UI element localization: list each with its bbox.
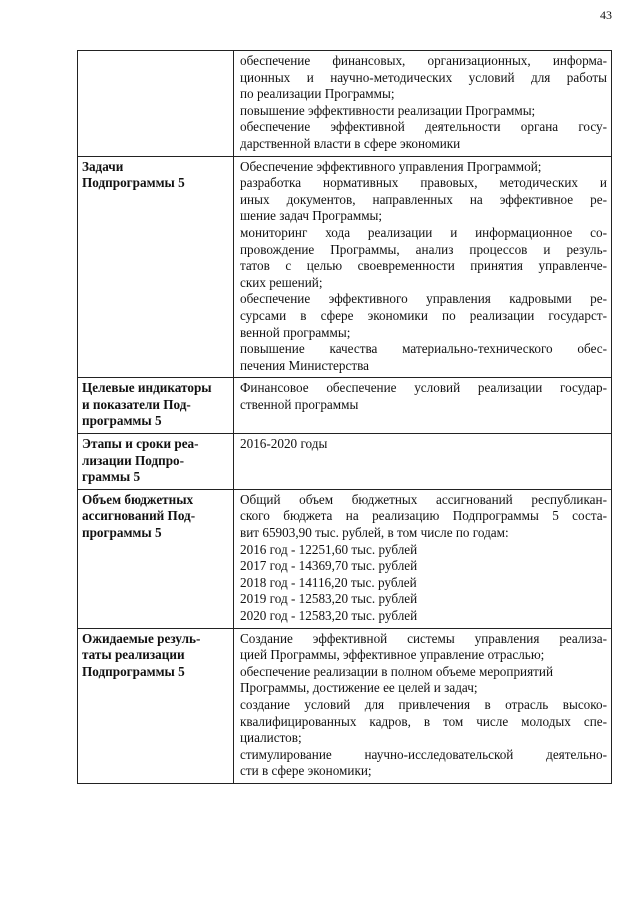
row-value-line: 2019 год - 12583,20 тыс. рублей bbox=[240, 591, 418, 607]
row-value-line: дарственной власти в сфере экономики bbox=[240, 135, 461, 151]
row-value-line: печения Министерства bbox=[240, 357, 370, 373]
row-label-line: таты реализации bbox=[82, 647, 185, 663]
row-goals-continued bbox=[78, 51, 612, 157]
row-value-line: 2018 год - 14116,20 тыс. рублей bbox=[240, 574, 417, 590]
row-value-line: 2016 год - 12251,60 тыс. рублей bbox=[240, 541, 418, 557]
row-label-line: Задачи bbox=[82, 158, 124, 174]
row-value-line: обеспечение эффективного управления кадровыми ре- bbox=[240, 291, 607, 307]
subprogram-passport-table bbox=[77, 50, 612, 784]
row-value-line: ского бюджета на реализацию Подпрограммы 5 соста- bbox=[240, 508, 607, 524]
row-value-line: обеспечение реализации в полном объеме мероприятий bbox=[240, 663, 554, 679]
row-value-line: Программы, достижение ее целей и задач; bbox=[240, 680, 478, 696]
row-label-line: Подпрограммы 5 bbox=[82, 663, 185, 679]
row-value-line: венной программы; bbox=[240, 324, 351, 340]
row-label-line: Подпрограммы 5 bbox=[82, 175, 185, 191]
row-value-line: 2017 год - 14369,70 тыс. рублей bbox=[240, 558, 418, 574]
row-value-line: циалистов; bbox=[240, 730, 302, 746]
row-value-line: 2020 год - 12583,20 тыс. рублей bbox=[240, 608, 418, 623]
row-value-line: Общий объем бюджетных ассигнований республикан- bbox=[240, 491, 607, 507]
row-value-cell bbox=[234, 156, 612, 378]
row-value-line: обеспечение финансовых, организационных, информа- bbox=[240, 53, 607, 68]
row-expected-results bbox=[78, 628, 612, 783]
row-value-line: шение задач Программы; bbox=[240, 208, 383, 224]
row-label-cell bbox=[78, 628, 234, 783]
row-target-indicators bbox=[78, 378, 612, 434]
row-label-cell bbox=[78, 378, 234, 434]
row-value-line: иных документов, направленных на эффективное ре- bbox=[240, 191, 607, 207]
row-budget-volume bbox=[78, 489, 612, 628]
row-value-line: сурсами в сфере экономики по реализации государст- bbox=[240, 307, 607, 323]
row-value-line: обеспечение эффективной деятельности органа госу- bbox=[240, 119, 607, 135]
row-label-cell bbox=[78, 51, 234, 157]
row-label-cell bbox=[78, 489, 234, 628]
row-value-line: Создание эффективной системы управления реализа- bbox=[240, 630, 607, 646]
row-value-line: мониторинг хода реализации и информационное со- bbox=[240, 224, 607, 240]
row-label-line: ассигнований Под- bbox=[82, 508, 196, 524]
row-value-cell bbox=[234, 378, 612, 434]
row-value-line: сти в сфере экономики; bbox=[240, 763, 372, 779]
row-stages-and-terms bbox=[78, 434, 612, 490]
row-value-cell bbox=[234, 489, 612, 628]
row-value-line: ственной программы bbox=[240, 396, 359, 412]
row-value-line: татов с целью своевременности принятия управленче- bbox=[240, 258, 607, 274]
page-number: 43 bbox=[600, 8, 612, 22]
row-value-line: вит 65903,90 тыс. рублей, в том числе по годам: bbox=[240, 525, 509, 541]
row-label-line: программы 5 bbox=[82, 525, 162, 541]
row-tasks bbox=[78, 156, 612, 378]
row-value-line: ских решений; bbox=[240, 274, 323, 290]
row-value-line: ционных и научно-методических условий для работы bbox=[240, 69, 607, 85]
row-label-cell bbox=[78, 434, 234, 490]
row-value-line: квалифицированных кадров, в том числе молодых спе- bbox=[240, 713, 607, 729]
row-label-line: Объем бюджетных bbox=[82, 491, 194, 507]
row-label-cell bbox=[78, 156, 234, 378]
row-value-cell bbox=[234, 434, 612, 490]
row-label-line: и показатели Под- bbox=[82, 396, 191, 412]
row-label-line: Этапы и сроки реа- bbox=[82, 436, 199, 452]
row-value-line: разработка нормативных правовых, методических и bbox=[240, 175, 607, 191]
row-value-line: цией Программы, эффективное управление отраслью; bbox=[240, 647, 545, 663]
row-value-cell bbox=[234, 51, 612, 157]
row-label-line: Целевые индикаторы bbox=[82, 380, 212, 396]
row-label-line: Ожидаемые резуль- bbox=[82, 630, 201, 646]
row-label-line: программы 5 bbox=[82, 413, 162, 429]
row-value-line: стимулирование научно-исследовательской деятельно- bbox=[240, 746, 607, 762]
row-value-line: создание условий для привлечения в отрасль высоко- bbox=[240, 696, 607, 712]
row-value-line: повышение качества материально-технического обес- bbox=[240, 341, 607, 357]
row-label-line: лизации Подпро- bbox=[82, 452, 185, 468]
row-value-line: по реализации Программы; bbox=[240, 86, 395, 102]
row-value-line: Обеспечение эффективного управления Программой; bbox=[240, 158, 542, 174]
row-value-line: 2016-2020 годы bbox=[240, 436, 328, 452]
row-label-line: граммы 5 bbox=[82, 469, 141, 485]
row-value-line: повышение эффективности реализации Программы; bbox=[240, 102, 536, 118]
row-value-cell bbox=[234, 628, 612, 783]
row-value-line: Финансовое обеспечение условий реализации государ- bbox=[240, 380, 607, 396]
row-value-line: провождение Программы, анализ процессов и резуль- bbox=[240, 241, 607, 257]
